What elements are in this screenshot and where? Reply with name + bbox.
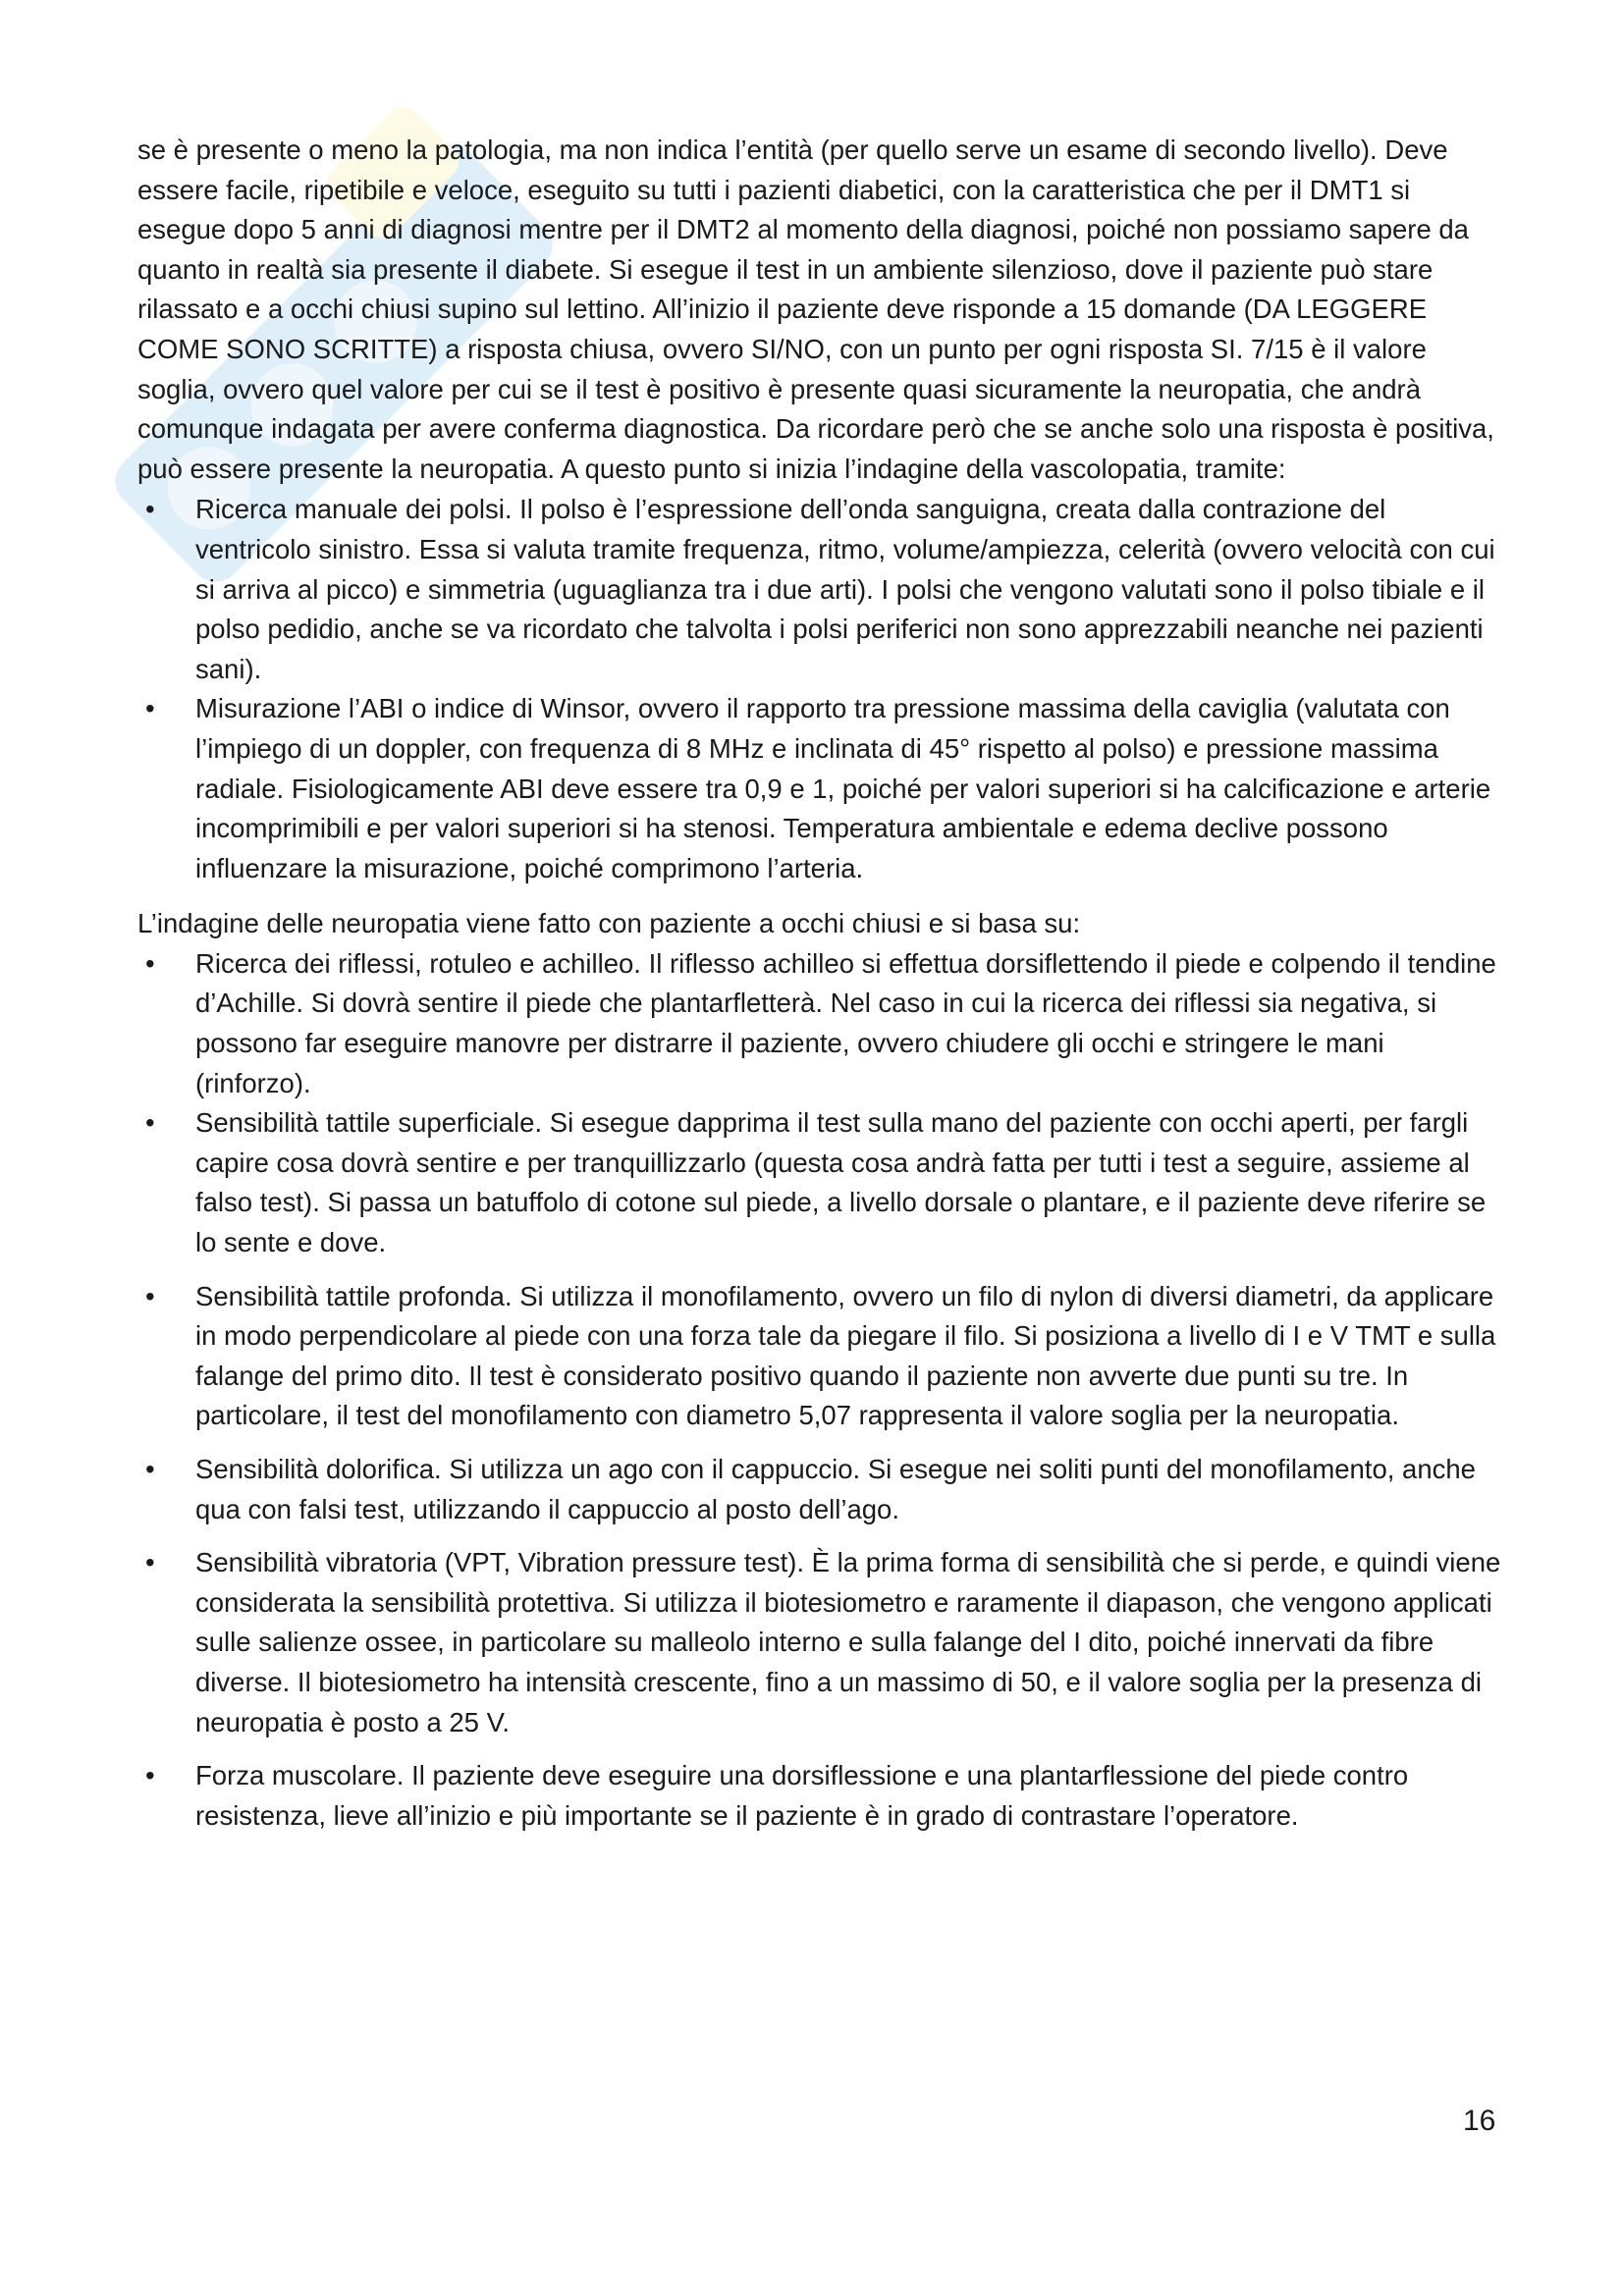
page-content <box>137 131 1502 1836</box>
list-item: • Ricerca dei riflessi, rotuleo e achilleo. Il riflesso achilleo si effettua dorsiflettendo il piede e colpendo il tendine d’Achille. Si dovrà sentire il piede che plantarfletterà. Nel caso in cui la ricerca dei riflessi sia negativa, si possono far eseguire manovre per distrarre il paziente, ovvero chiudere gli occhi e stringere le mani (rinforzo). <box>137 944 1502 1103</box>
page-number: 16 <box>1463 2105 1496 2137</box>
list-item: • Ricerca manuale dei polsi. Il polso è l’espressione dell’onda sanguigna, creata dalla contrazione del ventricolo sinistro. Essa si valuta tramite frequenza, ritmo, volume/ampiezza, celerità (ovvero velocità con cui si arriva al picco) e simmetria (uguaglianza tra i due arti). I polsi che vengono valutati sono il polso tibiale e il polso pedidio, anche se va ricordato che talvolta i polsi periferici non sono apprezzabili neanche nei pazienti sani). <box>137 490 1502 689</box>
neuropathy-list-b <box>137 1277 1502 1837</box>
list-item: • Sensibilità dolorifica. Si utilizza un ago con il cappuccio. Si esegue nei soliti punti del monofilamento, anche qua con falsi test, utilizzando il cappuccio al posto dell’ago. <box>137 1450 1502 1529</box>
intro-paragraph: se è presente o meno la patologia, ma non indica l’entità (per quello serve un esame di secondo livello). Deve essere facile, ripetibile e veloce, eseguito su tutti i pazienti diabetici, con la caratteristica che per il DMT1 si esegue dopo 5 anni di diagnosi mentre per il DMT2 al momento della diagnosi, poiché non possiamo sapere da quanto in realtà sia presente il diabete. Si esegue il test in un ambiente silenzioso, dove il paziente può stare rilassato e a occhi chiusi supino sul lettino. All’inizio il paziente deve risponde a 15 domande (DA LEGGERE COME SONO SCRITTE) a risposta chiusa, ovvero SI/NO, con un punto per ogni risposta SI. 7/15 è il valore soglia, ovvero quel valore per cui se il test è positivo è presente quasi sicuramente la neuropatia, che andrà comunque indagata per avere conferma diagnostica. Da ricordare però che se anche solo una risposta è positiva, può essere presente la neuropatia. A questo punto si inizia l’indagine della vascolopatia, tramite: <box>137 134 1494 484</box>
list-item: • Sensibilità vibratoria (VPT, Vibration pressure test). È la prima forma di sensibilità che si perde, e quindi viene considerata la sensibilità protettiva. Si utilizza il biotesiometro e raramente il diapason, che vengono applicati sulle salienze ossee, in particolare su malleolo interno e sulla falange del I dito, poiché innervati da fibre diverse. Il biotesiometro ha intensità crescente, fino a un massimo di 50, e il valore soglia per la presenza di neuropatia è posto a 25 V. <box>137 1543 1502 1742</box>
list-item: • Sensibilità tattile profonda. Si utilizza il monofilamento, ovvero un filo di nylon di diversi diametri, da applicare in modo perpendicolare al piede con una forza tale da piegare il filo. Si posiziona a livello di I e V TMT e sulla falange del primo dito. Il test è considerato positivo quando il paziente non avverte due punti su tre. In particolare, il test del monofilamento con diametro 5,07 rappresenta il valore soglia per la neuropatia. <box>137 1277 1502 1436</box>
list-item: • Misurazione l’ABI o indice di Winsor, ovvero il rapporto tra pressione massima della caviglia (valutata con l’impiego di un doppler, con frequenza di 8 MHz e inclinata di 45° rispetto al polso) e pressione massima radiale. Fisiologicamente ABI deve essere tra 0,9 e 1, poiché per valori superiori si ha calcificazione e arterie incomprimibili e per valori superiori si ha stenosi. Temperatura ambientale e edema declive possono influenzare la misurazione, poiché comprimono l’arteria. <box>137 689 1502 888</box>
neuropathy-list-a <box>137 944 1502 1263</box>
vasculopathy-list <box>137 490 1502 888</box>
list-item: • Forza muscolare. Il paziente deve eseguire una dorsiflessione e una plantarflessione del piede contro resistenza, lieve all’inizio e più importante se il paziente è in grado di contrastare l’operatore. <box>137 1756 1502 1836</box>
list-item: • Sensibilità tattile superficiale. Si esegue dapprima il test sulla mano del paziente con occhi aperti, per fargli capire cosa dovrà sentire e per tranquillizzarlo (questa cosa andrà fatta per tutti i test a seguire, assieme al falso test). Si passa un batuffolo di cotone sul piede, a livello dorsale o plantare, e il paziente deve riferire se lo sente e dove. <box>137 1103 1502 1262</box>
neuropathy-intro: L’indagine delle neuropatia viene fatto con paziente a occhi chiusi e si basa su: <box>137 908 1081 939</box>
